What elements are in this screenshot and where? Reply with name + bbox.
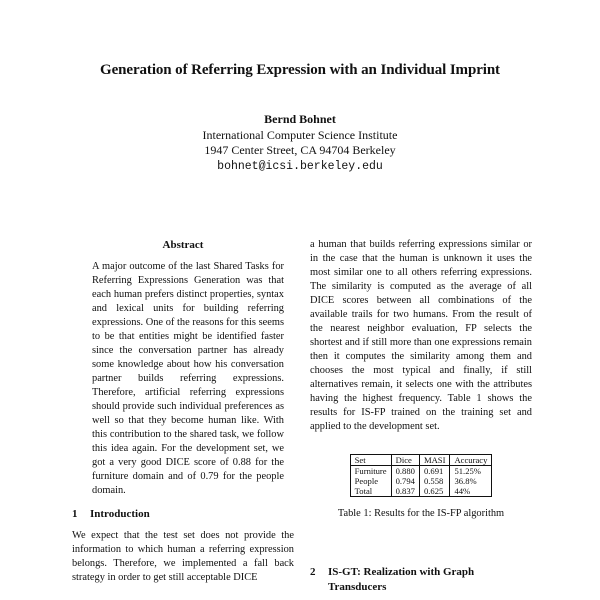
table-row [350, 476, 492, 486]
table-cell: 44% [450, 486, 492, 497]
right-column-text: a human that builds referring expressions similar or in the case that the human is unknown it uses the most similar one to all others referring expressions. The similarity is computed as the average of all DICE scores between all combinations of the available trails for two humans. From the result of the nearest neighbor evaluation, FP selects the shortest and if still more than one expressions remain then it computes the similarity among them and chooses the most typical and finally, if still alternatives remain, it selects one with the attributes having the highest frequency. Table 1 shows the results for IS-FP trained on the training set and applied to the development set. [310, 239, 532, 432]
table-cell: 0.558 [419, 476, 450, 486]
abstract-heading: Abstract [162, 239, 204, 251]
author-name: Bernd Bohnet [264, 112, 336, 126]
results-table-wrap [310, 454, 532, 497]
author-address: 1947 Center Street, CA 94704 Berkeley [204, 143, 396, 157]
table-cell: 0.880 [391, 466, 419, 477]
table-header-cell: Set [350, 455, 391, 466]
author-email[interactable]: bohnet@icsi.berkeley.edu [217, 159, 383, 173]
author-affiliation: International Computer Science Institute [202, 127, 398, 142]
section-1-heading [72, 507, 294, 521]
table-cell: 0.691 [419, 466, 450, 477]
table-caption: Table 1: Results for the IS-FP algorithm [337, 508, 505, 519]
table-header-row [350, 455, 492, 466]
abstract-text: A major outcome of the last Shared Tasks for Referring Expressions Generation was that each human prefers distinct properties, syntax and lexical units for building referring expressions. One of the reasons for this seems to be that entities might be identified faster since the conversation partner has already some knowledge about how his conversation partner builds referring expressions. Therefore, artificial referring expressions should provide such individual preferences as well so that they become human like. With this contribution to the shared task, we follow this idea again. For the development set, we got a very good DICE score of 0.88 for the furniture domain and of 0.79 for the people domain. [92, 261, 284, 496]
table-cell: People [350, 476, 391, 486]
table-cell: 0.837 [391, 486, 419, 497]
table-cell: Furniture [350, 466, 391, 477]
section-1-title: Introduction [90, 508, 150, 520]
table-cell: 36.8% [450, 476, 492, 486]
right-column [310, 238, 532, 595]
table-cell: 51.25% [450, 466, 492, 477]
table-row [350, 466, 492, 477]
section-1-text: We expect that the test set does not provide the information to which human a referring expression belongs. Therefore, we implemented a fall back strategy in order to get still acceptable DICE [72, 530, 294, 583]
table-cell: 0.625 [419, 486, 450, 497]
section-2-heading [310, 565, 532, 595]
author-block [0, 112, 600, 174]
table-header-cell: Accuracy [450, 455, 492, 466]
results-table [350, 454, 493, 497]
paper-title: Generation of Referring Expression with an Individual Imprint [100, 62, 500, 78]
left-column [72, 238, 294, 585]
table-cell: Total [350, 486, 391, 497]
table-header-cell: Dice [391, 455, 419, 466]
table-cell: 0.794 [391, 476, 419, 486]
section-2 [310, 565, 532, 595]
section-2-number: 2 [310, 566, 316, 578]
section-1-number: 1 [72, 508, 78, 520]
section-2-title: IS-GT: Realization with Graph Transducers [328, 566, 475, 593]
table-header-cell: MASI [419, 455, 450, 466]
table-row [350, 486, 492, 497]
